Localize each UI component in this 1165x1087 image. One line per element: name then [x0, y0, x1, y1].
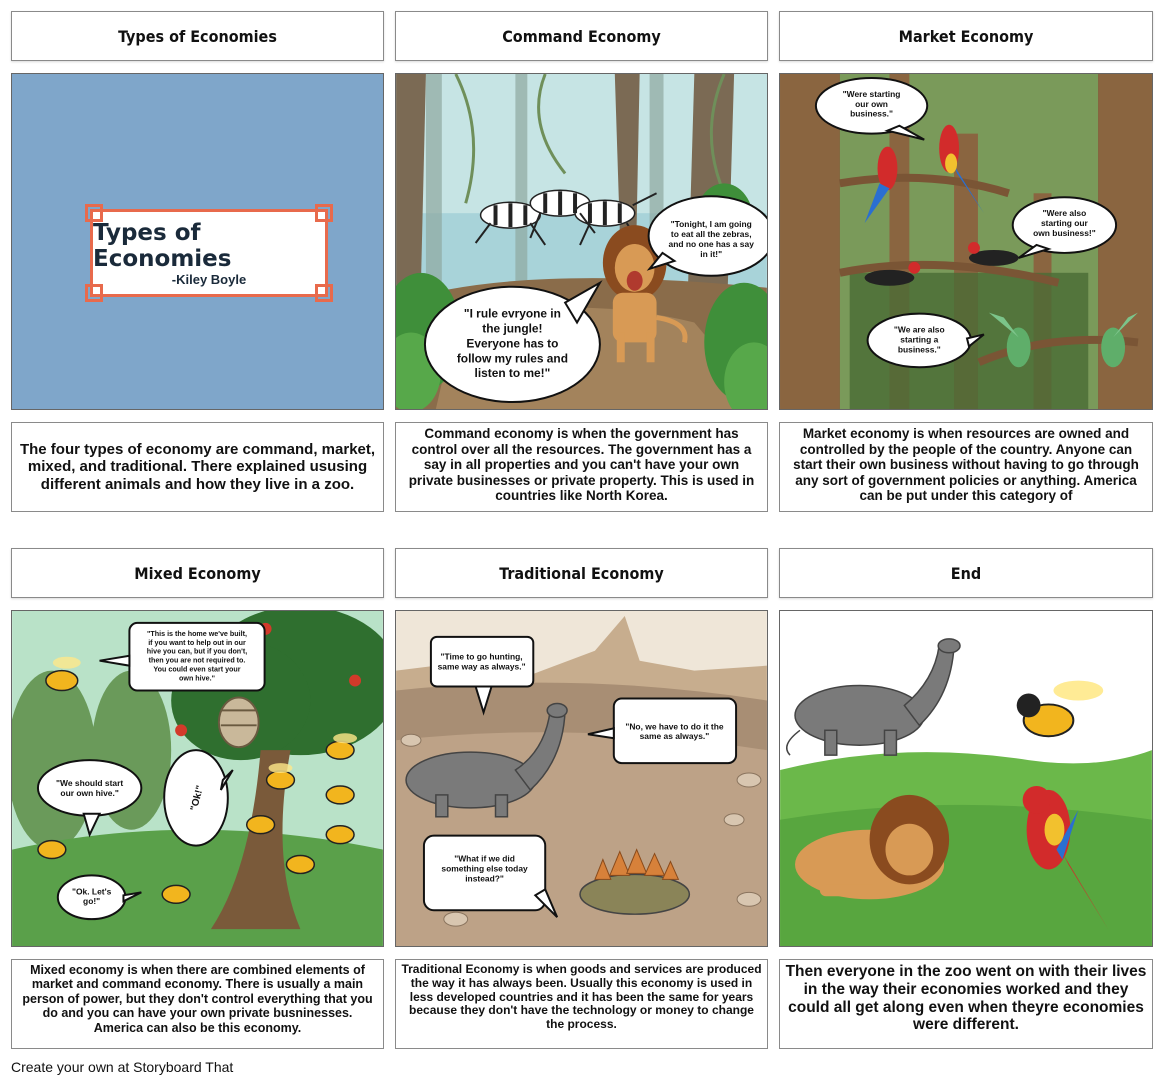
caption-traditional: Traditional Economy is when goods and services are produced the way it has always been. Usually this economy is used in less developed countries and it has been the same for years because they don't have the technology or money to change the process.: [395, 959, 768, 1049]
woodpecker-bubble-line2: starting our: [1040, 218, 1088, 229]
start-hive-bubble-line2: our own hive.": [60, 787, 119, 798]
ok-bubble-text: "Ok!": [188, 784, 207, 813]
traditional-scene: [395, 610, 768, 947]
what-if-bubble-line1: "What if we did: [454, 853, 515, 864]
hunting-bubble-line2: same way as always.": [437, 661, 526, 672]
panel-title-command: Command Economy: [395, 11, 768, 61]
forest-scene: [780, 74, 1152, 409]
cover-title-card: [90, 209, 328, 297]
panel-title-market: Market Economy: [779, 11, 1153, 61]
parrot-bubble-line3: business.": [850, 108, 894, 119]
footer-storyboardthat[interactable]: Create your own at Storyboard That: [11, 1059, 234, 1075]
cover-corner-bl: [85, 284, 103, 302]
hive: [219, 697, 259, 747]
panel-title-mixed: Mixed Economy: [11, 548, 384, 598]
queen-bubble-line4: then you are not required to.: [148, 656, 246, 665]
cover-corner-tr: [315, 204, 333, 222]
lion-bubble-small-line1: "Tonight, I am going: [670, 219, 752, 230]
lion-bubble-big-line4: follow my rules and: [456, 351, 568, 366]
no-same-bubble-line1: "No, we have to do it the: [625, 721, 724, 732]
start-hive-bubble-line1: "We should start: [56, 777, 124, 788]
cover-panel: [11, 73, 384, 410]
cover-corner-br: [315, 284, 333, 302]
no-same-bubble-line2: same as always.": [639, 731, 710, 742]
hummingbird-bubble-line1: "We are also: [893, 324, 945, 335]
panel-title-types: Types of Economies: [11, 11, 384, 61]
parrot-bubble-line1: "Were starting: [842, 88, 901, 99]
caption-types: The four types of economy are command, market, mixed, and traditional. There explained ususing different animals and how they live in a zoo.: [11, 422, 384, 512]
end-meadow-scene: [780, 611, 1152, 946]
market-scene: [779, 73, 1153, 410]
hummingbird-bubble-line3: business.": [897, 344, 941, 355]
lion-bubble-small-line3: and no one has a say: [668, 238, 754, 249]
lion-bubble-small-line2: to eat all the zebras,: [670, 229, 752, 240]
ok-lets-go-line1: "Ok. Let's: [71, 886, 112, 897]
lion-bubble-big-line3: Everyone has to: [466, 336, 559, 351]
parrot-bubble-line2: our own: [855, 98, 888, 109]
end-scene: [779, 610, 1153, 947]
mixed-scene: [11, 610, 384, 947]
hunting-bubble-line1: "Time to go hunting,: [440, 651, 523, 662]
command-scene: [395, 73, 768, 410]
lion-bubble-big-line1: "I rule evryone in: [463, 306, 561, 321]
queen-bubble-line1: "This is the home we've built,: [147, 629, 247, 638]
queen-bubble-line5: You could even start your: [153, 665, 241, 674]
queen-bubble-line3: hive you can, but if you don't,: [146, 647, 248, 656]
cover-subtitle: -Kiley Boyle: [171, 271, 247, 287]
what-if-bubble: [424, 836, 557, 918]
panel-title-traditional: Traditional Economy: [395, 548, 768, 598]
panel-title-end: End: [779, 548, 1153, 598]
lion-bubble-small: [649, 196, 767, 276]
hummingbird-bubble-line2: starting a: [900, 334, 939, 345]
woodpecker-bubble-line3: own business!": [1033, 228, 1096, 239]
what-if-bubble-line3: instead?": [465, 873, 504, 884]
caption-end: Then everyone in the zoo went on with their lives in the way their economies worked and they could all get along even when theyre economies were different.: [779, 959, 1153, 1049]
queen-bubble-line2: if you want to help out in our: [148, 638, 246, 647]
cover-corner-tl: [85, 204, 103, 222]
ok-lets-go-line2: go!": [83, 896, 101, 907]
caption-mixed: Mixed economy is when there are combined elements of market and command economy. There is usually a main person of power, but they don't control everything that you do and you can have your own private busninesses. America can also be this economy.: [11, 959, 384, 1049]
cover-title: Types of Economies: [93, 219, 232, 272]
queen-bubble-line6: own hive.": [179, 674, 215, 683]
lion-bubble-small-line4: in it!": [700, 248, 723, 259]
meadow-scene: [12, 611, 383, 946]
lion-bubble-big-line2: the jungle!: [482, 321, 543, 336]
desert-scene: [396, 611, 767, 946]
jungle-scene: [396, 74, 767, 409]
woodpecker-bubble-line1: "Were also: [1042, 208, 1087, 219]
caption-market: Market economy is when resources are owned and controlled by the people of the country. Anyone can start their own business without having to go through any sort of government policies or anything. America can be put under this category of: [779, 422, 1153, 512]
what-if-bubble-line2: something else today: [441, 863, 528, 874]
lion-bubble-big-line5: listen to me!": [474, 366, 551, 381]
caption-command: Command economy is when the government has control over all the resources. The government has a say in all properties and you can't have your own private businesses or private property. This is used in countries like North Korea.: [395, 422, 768, 512]
